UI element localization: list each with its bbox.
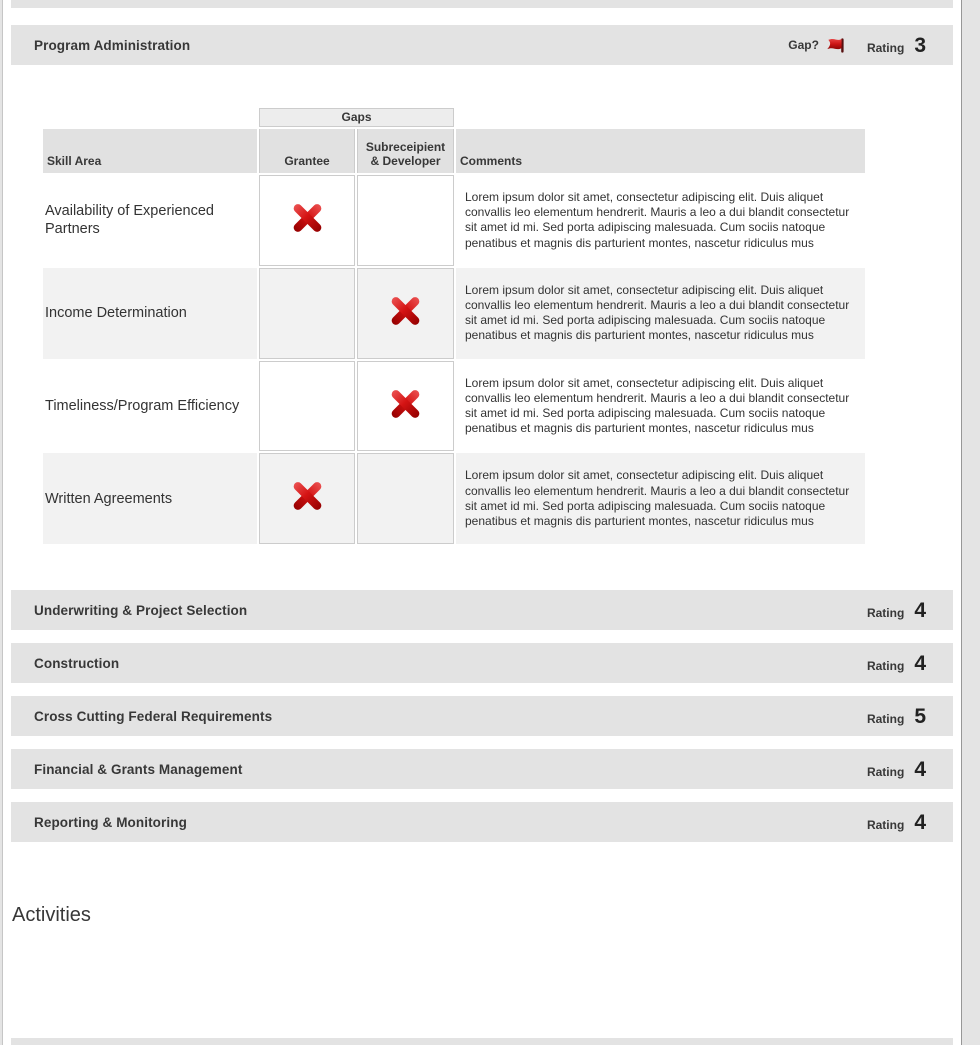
grantee-gap-cell (259, 175, 355, 266)
next-section-bar-partial[interactable] (11, 1038, 953, 1045)
comment-cell: Lorem ipsum dolor sit amet, consectetur adipiscing elit. Duis aliquet convallis leo elementum hendrerit. Mauris a leo a dui blandit consectetur sit amet id mi. Sed porta adipiscing malesuada. Cum sociis natoque penatibus et magnis dis parturient montes, nascetur ridiculus mus (465, 190, 850, 250)
table-row (43, 361, 865, 452)
skill-area-cell: Income Determination (45, 305, 187, 322)
subreceipient-gap-cell (357, 175, 454, 266)
section-header-right (788, 35, 926, 56)
gap-indicator (788, 38, 845, 53)
section-header-right (867, 600, 926, 621)
section-title: Cross Cutting Federal Requirements (34, 708, 273, 724)
gaps-group-header-row (43, 108, 865, 127)
section-header-construction[interactable] (11, 643, 953, 683)
rating-label: Rating (866, 764, 905, 779)
page-content (3, 0, 961, 927)
section-header-right (867, 706, 926, 727)
table-row (43, 453, 865, 544)
gaps-group-header: Gaps (259, 108, 454, 127)
rating-value: 4 (914, 651, 926, 675)
section-panel (11, 65, 953, 590)
rating-label: Rating (866, 605, 905, 620)
section-title: Underwriting & Project Selection (34, 602, 248, 618)
section-title: Program Administration (34, 37, 191, 53)
rating-value: 4 (914, 757, 926, 781)
section-header-reporting-monitoring[interactable] (11, 802, 953, 842)
red-x-icon (291, 203, 324, 233)
section-header-right (867, 653, 926, 674)
activities-heading: Activities (12, 904, 91, 927)
column-header-skill-area: Skill Area (43, 129, 257, 173)
section-header-program-administration[interactable] (11, 25, 953, 65)
gap-flag-icon (826, 38, 845, 53)
table-row (43, 175, 865, 266)
table-row (43, 268, 865, 359)
skill-gaps-table (41, 106, 867, 546)
subreceipient-gap-cell (357, 453, 454, 544)
rating-label: Rating (866, 711, 905, 726)
column-header-subreceipient: Subreceipient & Developer (357, 129, 454, 173)
rating-display (867, 812, 926, 833)
red-x-icon (389, 389, 422, 419)
rating-value: 5 (914, 704, 926, 728)
previous-section-bar-partial[interactable] (11, 0, 953, 8)
rating-label: Rating (866, 658, 905, 673)
subreceipient-gap-cell (357, 361, 454, 452)
section-program-administration (11, 25, 953, 590)
rating-label: Rating (866, 40, 905, 55)
rating-label: Rating (866, 817, 905, 832)
red-x-icon (389, 296, 422, 326)
red-x-icon (291, 481, 324, 511)
rating-value: 3 (914, 33, 926, 57)
section-header-underwriting[interactable] (11, 590, 953, 630)
rating-display (867, 653, 926, 674)
comment-cell: Lorem ipsum dolor sit amet, consectetur adipiscing elit. Duis aliquet convallis leo elementum hendrerit. Mauris a leo a dui blandit consectetur sit amet id mi. Sed porta adipiscing malesuada. Cum sociis natoque penatibus et magnis dis parturient montes, nascetur ridiculus mus (465, 375, 850, 436)
rating-display (867, 706, 926, 727)
rating-display (867, 35, 926, 56)
rating-display (867, 600, 926, 621)
gap-label: Gap? (788, 38, 819, 52)
section-header-right (867, 812, 926, 833)
comment-cell: Lorem ipsum dolor sit amet, consectetur adipiscing elit. Duis aliquet convallis leo elementum hendrerit. Mauris a leo a dui blandit consectetur sit amet id mi. Sed porta adipiscing malesuada. Cum sociis natoque penatibus et magnis dis parturient montes, nascetur ridiculus mus (465, 282, 850, 343)
table-header-row (43, 129, 865, 173)
subreceipient-gap-cell (357, 268, 454, 359)
section-title: Financial & Grants Management (34, 761, 243, 777)
report-page (2, 0, 962, 1045)
skill-area-cell: Availability of Experienced Partners (45, 203, 214, 238)
column-header-grantee: Grantee (259, 129, 355, 173)
spacer-cell (43, 108, 257, 127)
spacer-cell (456, 108, 865, 127)
column-header-comments: Comments (456, 129, 865, 173)
comment-cell: Lorem ipsum dolor sit amet, consectetur adipiscing elit. Duis aliquet convallis leo elementum hendrerit. Mauris a leo a dui blandit consectetur sit amet id mi. Sed porta adipiscing malesuada. Cum sociis natoque penatibus et magnis dis parturient montes, nascetur ridiculus mus (465, 468, 850, 529)
skill-area-cell: Written Agreements (45, 490, 173, 507)
rating-value: 4 (914, 598, 926, 622)
grantee-gap-cell (259, 361, 355, 452)
section-header-cross-cutting[interactable] (11, 696, 953, 736)
section-header-right (867, 759, 926, 780)
rating-value: 4 (914, 810, 926, 834)
section-header-financial-grants[interactable] (11, 749, 953, 789)
skill-area-cell: Timeliness/Program Efficiency (45, 398, 240, 415)
section-title: Reporting & Monitoring (34, 814, 187, 830)
section-title: Construction (34, 655, 120, 671)
rating-display (867, 759, 926, 780)
grantee-gap-cell (259, 453, 355, 544)
grantee-gap-cell (259, 268, 355, 359)
